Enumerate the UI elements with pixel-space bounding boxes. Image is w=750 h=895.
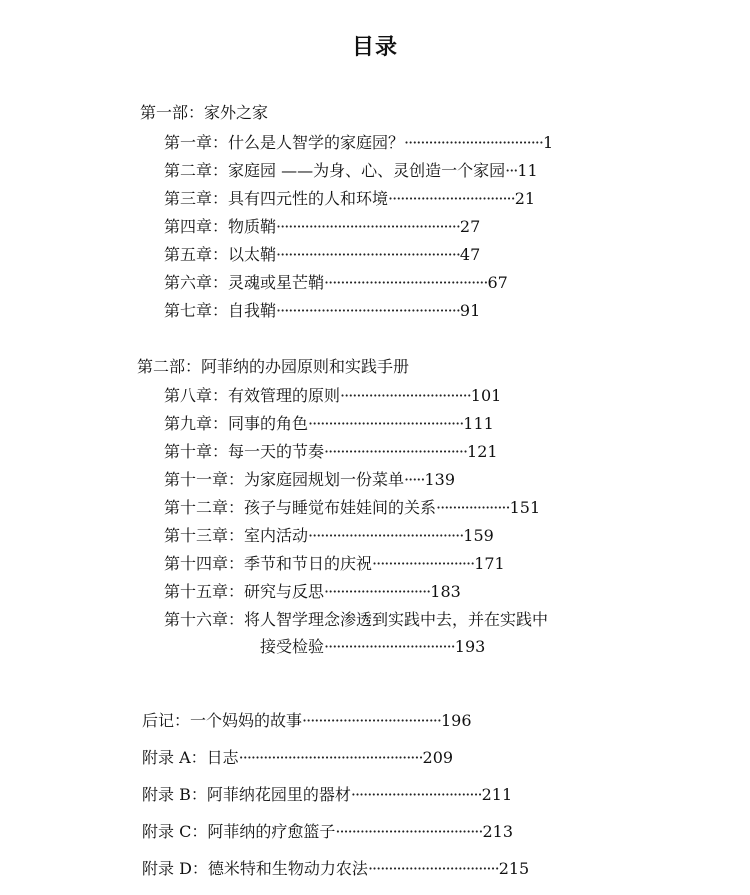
dot-leader: ······························· <box>388 189 515 208</box>
page-number: 91 <box>459 301 481 320</box>
chapter-title: 季节和节日的庆祝 <box>244 554 373 573</box>
dot-leader: ·················· <box>436 498 510 517</box>
dot-leader: ············································· <box>276 245 460 264</box>
page-number: 183 <box>430 582 461 601</box>
chapter-label: 第五章： <box>164 245 229 264</box>
toc-entry-ch6[interactable] <box>164 273 508 293</box>
toc-entry-ch2[interactable] <box>164 161 538 181</box>
chapter-title: 什么是人智学的家庭园？ <box>228 133 405 152</box>
dot-leader: ··································· <box>324 442 468 461</box>
toc-entry-ch10[interactable] <box>164 442 498 462</box>
toc-entry-ch5[interactable] <box>164 245 480 265</box>
entry-title: 阿菲纳花园里的器材 <box>206 785 351 804</box>
chapter-title: 研究与反思 <box>244 582 325 601</box>
dot-leader: ······································ <box>308 526 464 545</box>
toc-entry-ch12[interactable] <box>164 498 540 518</box>
entry-label: 附录 D： <box>142 859 208 878</box>
dot-leader: ······································ <box>308 414 464 433</box>
chapter-title: 有效管理的原则 <box>228 386 341 405</box>
dot-leader: ····· <box>404 470 425 489</box>
toc-entry-ch3[interactable] <box>164 189 535 209</box>
chapter-label: 第一章： <box>164 133 229 152</box>
page-number: 27 <box>459 217 481 236</box>
chapter-label: 第十二章： <box>164 498 245 517</box>
chapter-title: 每一天的节奏 <box>228 442 325 461</box>
toc-entry-appendix-d[interactable] <box>142 859 529 879</box>
chapter-title: 自我鞘 <box>228 301 277 320</box>
dot-leader: ············································· <box>276 217 460 236</box>
entry-title: 阿菲纳的疗愈篮子 <box>207 822 336 841</box>
dot-leader: ·································· <box>302 711 441 730</box>
dot-leader: ································ <box>324 637 455 656</box>
page-number: 159 <box>463 526 494 545</box>
chapter-title: 将人智学理念渗透到实践中去，并在实践中 <box>244 610 549 629</box>
chapter-label: 第十五章： <box>164 582 245 601</box>
chapter-title: 为家庭园规划一份菜单 <box>244 470 405 489</box>
chapter-label: 第八章： <box>164 386 229 405</box>
toc-entry-ch15[interactable] <box>164 582 461 602</box>
toc-entry-ch9[interactable] <box>164 414 494 434</box>
part1-heading: 第一部：家外之家 <box>140 103 269 122</box>
page-number: 121 <box>467 442 498 461</box>
page-number: 139 <box>424 470 456 489</box>
toc-entry-ch16-continued[interactable] <box>260 637 485 657</box>
entry-title: 一个妈妈的故事 <box>190 711 303 730</box>
page-number: 171 <box>474 554 505 573</box>
page-number: 47 <box>459 245 481 264</box>
chapter-label: 第十一章： <box>164 470 245 489</box>
page-number: 209 <box>422 748 454 767</box>
page-number: 11 <box>517 161 538 180</box>
entry-label: 附录 C： <box>142 822 208 841</box>
dot-leader: ························· <box>372 554 475 573</box>
toc-entry-afterword[interactable] <box>142 711 472 731</box>
toc-entry-ch4[interactable] <box>164 217 480 237</box>
dot-leader: ·································· <box>404 133 543 152</box>
dot-leader: ············································· <box>238 748 423 767</box>
toc-entry-ch1[interactable] <box>164 133 553 153</box>
toc-entry-ch7[interactable] <box>164 301 480 321</box>
dot-leader: ············································· <box>276 301 460 320</box>
toc-entry-ch8[interactable] <box>164 386 501 406</box>
entry-label: 附录 B： <box>142 785 207 804</box>
page-number: 213 <box>482 822 513 841</box>
chapter-label: 第四章： <box>164 217 229 236</box>
chapter-label: 第九章： <box>164 414 229 433</box>
toc-entry-ch13[interactable] <box>164 526 494 546</box>
chapter-title: 同事的角色 <box>228 414 309 433</box>
toc-entry-ch11[interactable] <box>164 470 455 490</box>
entry-title: 日志 <box>206 748 239 767</box>
part2-heading: 第二部：阿菲纳的办园原则和实践手册 <box>137 357 410 376</box>
page-number: 101 <box>470 386 502 405</box>
chapter-title: 孩子与睡觉布娃娃间的关系 <box>244 498 437 517</box>
chapter-title-continued: 接受检验 <box>260 637 325 656</box>
chapter-label: 第七章： <box>164 301 229 320</box>
page-number: 21 <box>514 189 536 208</box>
chapter-title: 家庭园 ——为身、心、灵创造一个家园 <box>228 161 506 180</box>
dot-leader: ··· <box>505 161 518 180</box>
page-number: 193 <box>454 637 486 656</box>
toc-entry-appendix-a[interactable] <box>142 748 453 768</box>
page-number: 1 <box>542 133 554 152</box>
dot-leader: ································ <box>350 785 482 804</box>
entry-title: 德米特和生物动力农法 <box>207 859 368 878</box>
dot-leader: ································ <box>340 386 471 405</box>
chapter-title: 灵魂或星芒鞘 <box>228 273 325 292</box>
entry-label: 后记： <box>142 711 191 730</box>
chapter-title: 室内活动 <box>244 526 309 545</box>
chapter-label: 第十章： <box>164 442 229 461</box>
chapter-label: 第二章： <box>164 161 229 180</box>
chapter-title: 以太鞘 <box>228 245 277 264</box>
chapter-label: 第三章： <box>164 189 229 208</box>
toc-entry-appendix-c[interactable] <box>142 822 513 842</box>
dot-leader: ···································· <box>335 822 483 841</box>
page-number: 215 <box>498 859 530 878</box>
chapter-title: 物质鞘 <box>228 217 277 236</box>
toc-entry-ch14[interactable] <box>164 554 505 574</box>
page-number: 196 <box>440 711 472 730</box>
page-number: 67 <box>487 273 508 292</box>
chapter-label: 第十三章： <box>164 526 245 545</box>
dot-leader: ········································ <box>324 273 488 292</box>
page-number: 211 <box>481 785 513 804</box>
chapter-label: 第六章： <box>164 273 229 292</box>
dot-leader: ································ <box>367 859 499 878</box>
toc-entry-ch16[interactable] <box>164 610 548 630</box>
entry-label: 附录 A： <box>142 748 207 767</box>
toc-entry-appendix-b[interactable] <box>142 785 512 805</box>
page-number: 151 <box>509 498 541 517</box>
dot-leader: ·························· <box>324 582 431 601</box>
page-number: 111 <box>463 414 494 433</box>
chapter-label: 第十六章： <box>164 610 245 629</box>
chapter-label: 第十四章： <box>164 554 245 573</box>
page-title: 目录 <box>351 35 398 60</box>
chapter-title: 具有四元性的人和环境 <box>228 189 389 208</box>
